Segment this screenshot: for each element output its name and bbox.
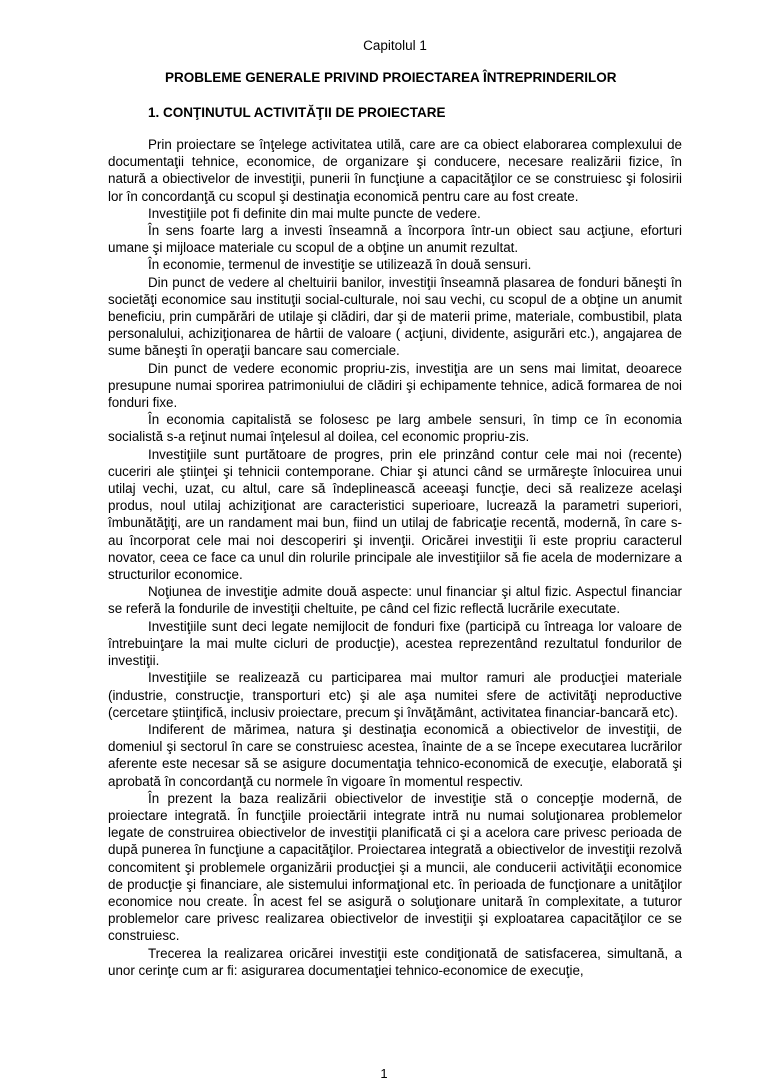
paragraph: Trecerea la realizarea oricărei investiţii este condiţionată de satisfacerea, simultană, a unor cerinţe cum ar fi: asigurarea documentaţiei tehnico-economice de execuţie, xyxy=(108,945,682,978)
paragraph: În economia capitalistă se folosesc pe larg ambele sensuri, în timp ce în economia socialistă s-a reţinut numai înţelesul al doilea, cel economic propriu-zis. xyxy=(108,412,682,445)
chapter-title: PROBLEME GENERALE PRIVIND PROIECTAREA ÎNTREPRINDERILOR xyxy=(165,70,617,85)
paragraph: Investiţiile sunt deci legate nemijlocit de fonduri fixe (participă cu întreaga lor valoare de întrebuinţare la mai multe cicluri de producţie), acestea reprezentând rezultatul fondurilor de investiţii. xyxy=(108,618,682,669)
document-page xyxy=(108,38,682,979)
page-number: 1 xyxy=(380,1066,388,1081)
paragraph: Investiţiile sunt purtătoare de progres, prin ele prinzând contur cele mai noi (recente) cuceriri ale ştiinţei şi tehnicii contemporane. Chiar şi atunci când se urmăreşte înlocuirea unui utilaj vechi, uzat, cu altul, care să îndeplinească aceeaşi funcţie, deci să realizeze acelaşi produs, noul utilaj achiziţionat are caracteristici superioare, lucrează la parametri superiori, îmbunătăţiţi, are un randament mai bun, fiind un utilaj de fabricaţie recentă, modernă, în care s-au încorporat cele mai noi descoperiri şi invenţii. Oricărei investiţii îi este propriu caracterul novator, ceea ce face ca unul din rolurile principale ale investiţiilor să fie acela de modernizare a structurilor economice. xyxy=(108,446,682,583)
paragraph: Din punct de vedere al cheltuirii banilor, investiţii înseamnă plasarea de fonduri băneşti în societăţi economice sau instituţii social-culturale, noi sau vechi, cu scopul de a obţine un anumit beneficiu, prin cumpărări de utilaje şi clădiri, dar şi de materii prime, materiale, combustibil, plata personalului, achiziţionarea de hârtii de valoare ( acţiuni, dividente, asigurări etc.), angajarea de sume băneşti în operaţii bancare sau comerciale. xyxy=(108,274,682,359)
paragraph: Indiferent de mărimea, natura şi destinaţia economică a obiectivelor de investiţii, de domeniul şi sectorul în care se construiesc acestea, înainte de a se începe executarea lucrărilor aferente este necesar să se asigure documentaţia tehnico-economică de execuţie, elaborată şi aprobată în concordanţă cu normele în vigoare în momentul respectiv. xyxy=(108,721,682,789)
paragraph: În prezent la baza realizării obiectivelor de investiţie stă o concepţie modernă, de proiectare integrată. În funcţiile proiectării integrate intră nu numai soluţionarea problemelor legate de construirea obiectivelor de investiţii planificată ci şi a acelora care privesc perioada de după punerea în funcţiune a capacităţilor. Proiectarea integrată a obiectivelor de investiţii rezolvă concomitent şi problemele organizării producţiei şi a muncii, ale conducerii activităţii economice de producţie şi financiare, ale sistemului informaţional etc. în perioada de funcţionare a unităţilor economice nou create. În acest fel se asigură o soluţionare unitară în complexitate, a tuturor problemelor care privesc realizarea obiectivelor de investiţii şi exploatarea capacităţilor ce se construiesc. xyxy=(108,790,682,944)
body-text xyxy=(108,136,682,979)
chapter-heading: Capitolul 1 xyxy=(363,38,427,53)
paragraph: Investiţiile pot fi definite din mai multe puncte de vedere. xyxy=(148,205,481,221)
section-heading: 1. CONŢINUTUL ACTIVITĂŢII DE PROIECTARE xyxy=(148,105,446,120)
paragraph: În sens foarte larg a investi înseamnă a încorpora într-un obiect sau acţiune, eforturi umane şi mijloace materiale cu scopul de a obţine un anumit rezultat. xyxy=(108,223,682,256)
paragraph: Noţiunea de investiţie admite două aspecte: unul financiar şi altul fizic. Aspectul financiar se referă la fondurile de investiţii cheltuite, pe când cel fizic reflectă lucrările executate. xyxy=(108,584,682,617)
paragraph: Prin proiectare se înţelege activitatea utilă, care are ca obiect elaborarea complexului de documentaţii tehnice, economice, de organizare şi conducere, necesare realizării fizice, în natură a obiectivelor de investiţii, punerii în funcţiune a capacităţilor ce se construiesc şi folosirii lor în concordanţă cu scopul şi destinaţia economică pentru care au fost create. xyxy=(108,137,682,204)
paragraph: Din punct de vedere economic propriu-zis, investiţia are un sens mai limitat, deoarece presupune numai sporirea patrimoniului de clădiri şi echipamente tehnice, adică formarea de noi fonduri fixe. xyxy=(108,360,682,411)
paragraph: Investiţiile se realizează cu participarea mai multor ramuri ale producţiei materiale (industrie, construcţie, transporturi etc) şi ale aşa numitei sfere de activităţi neproductive (cercetare ştiinţifică, inclusiv proiectare, precum şi învăţământ, activitatea financiar-bancară etc). xyxy=(108,670,682,720)
paragraph: În economie, termenul de investiţie se utilizează în două sensuri. xyxy=(148,257,532,273)
